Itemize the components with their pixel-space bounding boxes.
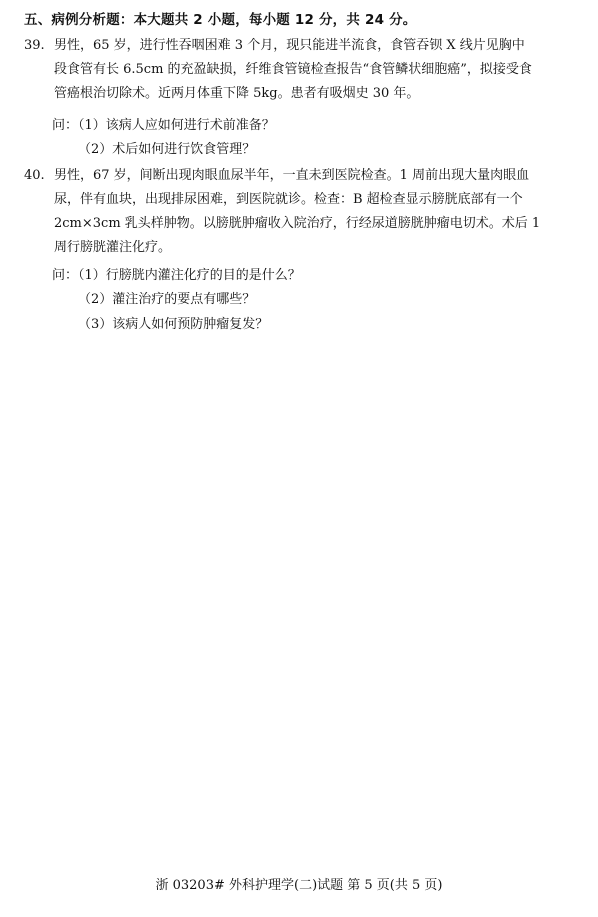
question-39: [24, 34, 584, 106]
sub-question: （2）灌注治疗的要点有哪些？: [78, 292, 256, 307]
question-40: [24, 164, 584, 260]
question-39-sub-2: [78, 138, 255, 162]
question-number: 39.: [24, 38, 45, 53]
sub-question: （1）行膀胱内灌注化疗的目的是什么？: [78, 268, 301, 283]
question-line: 段食管有长 6.5cm 的充盈缺损，纤维食管镜检查报告“食管鳞状细胞癌”，拟接受食: [54, 62, 532, 77]
sub-question: （3）该病人如何预防肿瘤复发？: [78, 317, 269, 332]
ask-prefix: 问：: [52, 118, 79, 133]
question-line: 男性，65 岁，进行性吞咽困难 3 个月，现只能进半流食，食管吞钡 X 线片见胸中: [54, 38, 525, 53]
question-line: 周行膀胱灌注化疗。: [54, 240, 172, 255]
question-line: 尿，伴有血块，出现排尿困难，到医院就诊。检查：B 超检查显示膀胱底部有一个: [54, 192, 523, 207]
question-line: 2cm×3cm 乳头样肿物。以膀胱肿瘤收入院治疗，行经尿道膀胱肿瘤电切术。术后 1: [54, 216, 541, 231]
ask-prefix: 问：: [52, 268, 79, 283]
question-40-sub-1: [52, 264, 301, 288]
question-40-sub-2: [78, 288, 255, 312]
page-footer: 浙 03203# 外科护理学(二)试题 第 5 页(共 5 页): [155, 878, 443, 893]
question-number: 40.: [24, 168, 45, 183]
question-line: 管癌根治切除术。近两月体重下降 5kg。患者有吸烟史 30 年。: [54, 86, 420, 101]
sub-question: （1）该病人应如何进行术前准备？: [78, 118, 275, 133]
section-title: 五、病例分析题：本大题共 2 小题，每小题 12 分，共 24 分。: [24, 12, 417, 28]
question-body: [54, 34, 584, 106]
question-40-sub-3: [78, 313, 268, 337]
question-39-sub-1: [52, 114, 275, 138]
question-body: [54, 164, 584, 260]
question-line: 男性，67 岁，间断出现肉眼血尿半年，一直未到医院检查。1 周前出现大量肉眼血: [54, 168, 530, 183]
sub-question: （2）术后如何进行饮食管理？: [78, 142, 256, 157]
